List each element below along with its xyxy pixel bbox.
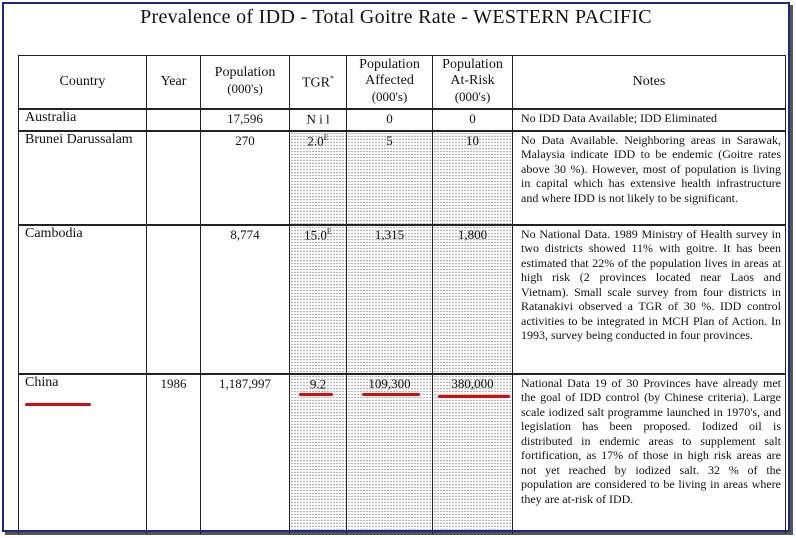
notes-cell: National Data 19 of 30 Provinces have already met the goal of IDD control (by Chinese criteria). Large scale iodized salt programme launched in 1970's, and legislation has been proposed. Iodized oil is distributed in endemic areas to supplement salt fortification, as 17% of those in high risk areas are not yet reached by iodized salt. 32 % of the population are considered to be living in areas where they are at-risk of IDD. bbox=[513, 374, 786, 534]
affected-cell: 1,315 bbox=[347, 225, 433, 374]
population-cell: 17,596 bbox=[201, 109, 290, 131]
year-cell bbox=[147, 131, 201, 225]
affected-cell: 109,300 bbox=[347, 374, 433, 534]
red-underline-mark bbox=[362, 393, 420, 396]
table-row bbox=[19, 109, 786, 131]
at-risk-cell: 380,000 bbox=[433, 374, 513, 534]
tgr-cell: 9.2 bbox=[290, 374, 347, 534]
header-population-at-risk: Population At-Risk (000's) bbox=[433, 56, 513, 109]
country-cell: Brunei Darussalam bbox=[19, 131, 147, 225]
affected-cell: 5 bbox=[347, 131, 433, 225]
header-row bbox=[19, 56, 786, 109]
population-cell: 1,187,997 bbox=[201, 374, 290, 534]
table-row bbox=[19, 225, 786, 374]
page-title: Prevalence of IDD - Total Goitre Rate - WESTERN PACIFIC bbox=[140, 6, 652, 28]
country-cell: Australia bbox=[19, 109, 147, 131]
at-risk-cell: 0 bbox=[433, 109, 513, 131]
header-population: Population (000's) bbox=[201, 56, 290, 109]
red-underline-mark bbox=[25, 403, 91, 406]
year-cell bbox=[147, 109, 201, 131]
tgr-cell: $15.0^E$ bbox=[290, 225, 347, 374]
goitre-table bbox=[18, 55, 786, 534]
country-cell: China bbox=[19, 374, 147, 534]
header-tgr: TGR* bbox=[290, 56, 347, 109]
at-risk-cell: 1,800 bbox=[433, 225, 513, 374]
tgr-cell: N i l bbox=[290, 109, 347, 131]
year-cell bbox=[147, 225, 201, 374]
population-cell: 270 bbox=[201, 131, 290, 225]
table-row bbox=[19, 374, 786, 534]
red-underline-mark bbox=[299, 393, 333, 396]
country-cell: Cambodia bbox=[19, 225, 147, 374]
notes-cell: No IDD Data Available; IDD Eliminated bbox=[513, 109, 786, 131]
year-cell: 1986 bbox=[147, 374, 201, 534]
red-underline-mark bbox=[438, 395, 510, 398]
header-year: Year bbox=[147, 56, 201, 109]
at-risk-cell: 10 bbox=[433, 131, 513, 225]
tgr-cell: $2.0^E$ bbox=[290, 131, 347, 225]
population-cell: 8,774 bbox=[201, 225, 290, 374]
affected-cell: 0 bbox=[347, 109, 433, 131]
notes-cell: No Data Available. Neighboring areas in Sarawak, Malaysia indicate IDD to be endemic (Goitre rates above 30 %). However, most of population is living in capital which has extensive health infrastructure and where IDD is not likely to be significant. bbox=[513, 131, 786, 225]
table-row bbox=[19, 131, 786, 225]
header-country: Country bbox=[19, 56, 147, 109]
header-notes: Notes bbox=[513, 56, 786, 109]
notes-cell: No National Data. 1989 Ministry of Health survey in two districts showed 11% with goitre. It has been estimated that 22% of the population lives in areas at high risk (2 provinces located near Laos and Vietnam). Small scale survey from four districts in Ratanakivi observed a TGR of 30 %. IDD control activities to be integrated in MCH Plan of Action. In 1993, survey being conducted in four provinces. bbox=[513, 225, 786, 374]
header-population-affected: Population Affected (000's) bbox=[347, 56, 433, 109]
